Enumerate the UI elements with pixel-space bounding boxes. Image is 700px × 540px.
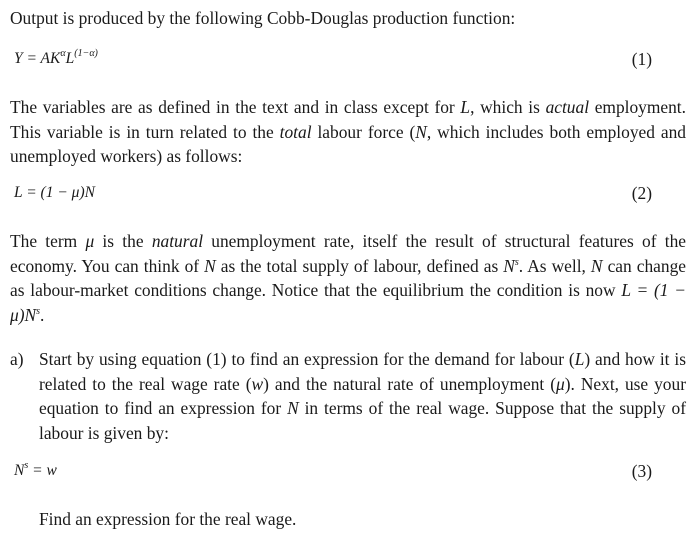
equation-3-number: (3) (631, 461, 652, 481)
paragraph-2: The term μ is the natural unemployment rate, itself the result of structural features of the economy. You can think of N as the total supply of labour, defined as $N^s$. As well, N can change as labour-market conditions change. Notice that the equilibrium the condition is now $L = (1 - \mu)N^s$. (10, 231, 686, 325)
equation-1 (14, 49, 98, 69)
paragraph-1: The variables are as defined in the text and in class except for L, which is actual employment. This variable is in turn related to the total labour force (N, which includes both employed and unemployed workers) as follows: (10, 97, 686, 167)
equation-2: L = (1 − μ)N (14, 184, 95, 201)
eq1-l: L (65, 50, 75, 67)
question-a (10, 347, 686, 445)
question-a-body: Start by using equation (1) to find an expression for the demand for labour (L) and how it is related to the real wage rate (w) and the natural rate of unemployment (μ). Next, use your equation to find an expression for N in terms of the real wage. Suppose that the supply of labour is given by: (39, 349, 687, 443)
eq1-lhs: Y = AK (14, 50, 61, 67)
equation-2-number: (2) (631, 183, 652, 203)
equation-1-number: (1) (631, 49, 652, 69)
eq1-sup-exponent: (1−α) (74, 48, 98, 59)
eq1-sup-alpha: α (60, 48, 66, 59)
question-a-marker: a) (10, 349, 24, 369)
equation-3: $N^s = w$ (14, 460, 57, 479)
intro-line: Output is produced by the following Cobb-Douglas production function: (10, 8, 516, 28)
final-instruction: Find an expression for the real wage. (39, 509, 297, 529)
